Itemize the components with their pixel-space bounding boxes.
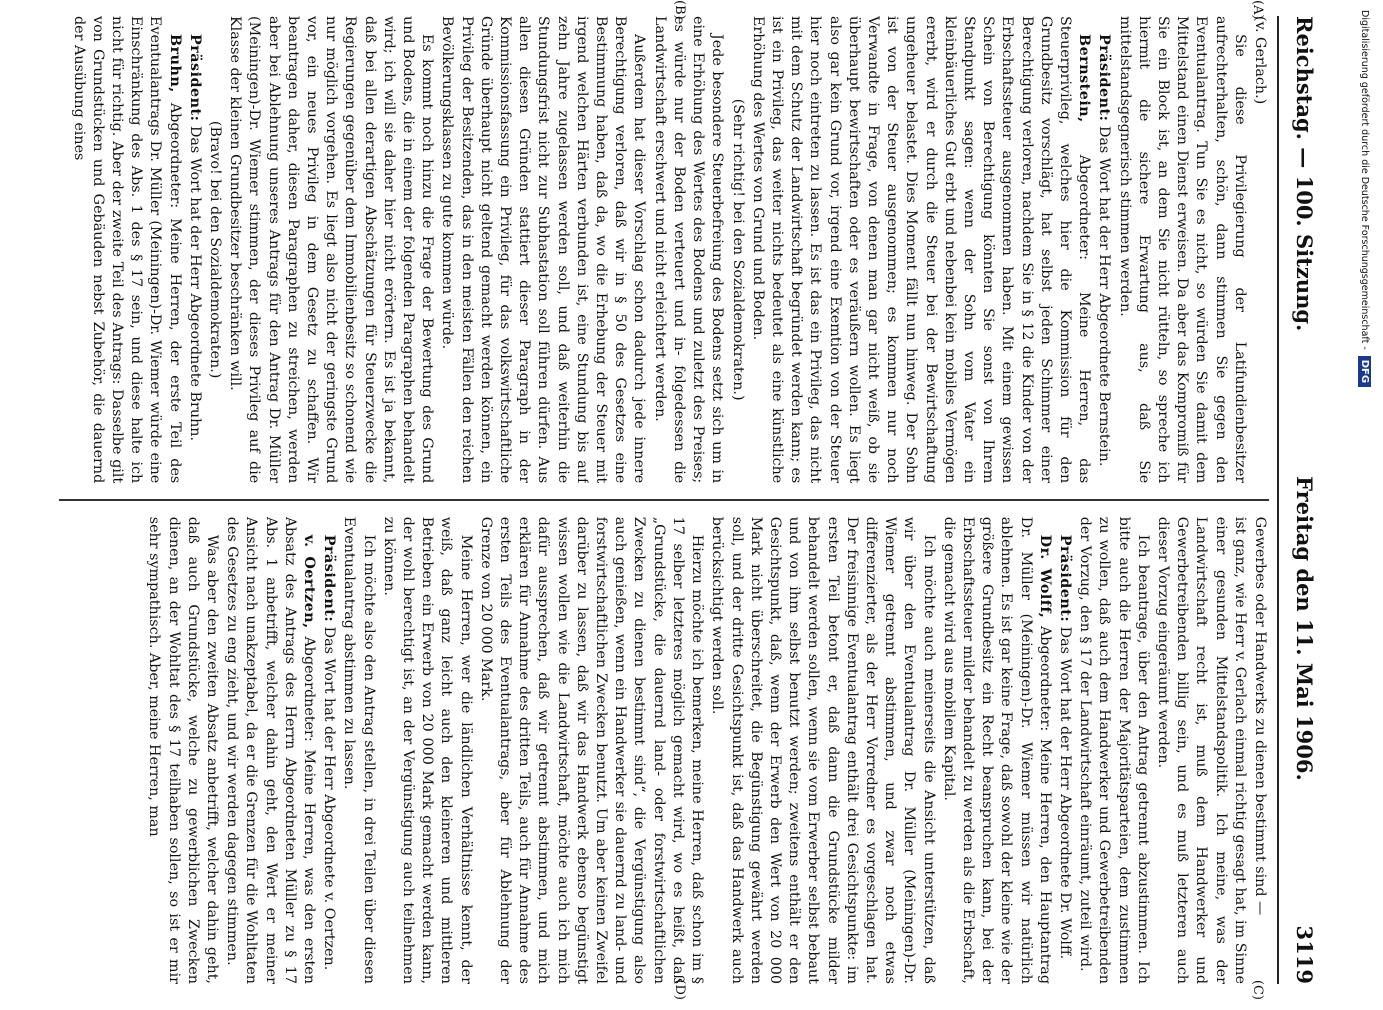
paragraph (339, 517, 377, 984)
margin-marker-d: (D) (672, 979, 687, 1000)
paragraph-text: Abgeordneter: Meine Herren, was den ersten Absatz des Antrags des Herrn Abgeordneten Müller zu § 17 Abs. 1 anbetrifft, welcher dahin geht, den Wert er meiner Ansicht nach unakzeptabel, da er die Grenzen für die Wohltaten des Gesetzes zu eng zieht, und wir werden dagegen stimmen. (224, 516, 318, 984)
paragraph (1075, 517, 1152, 984)
paragraph-text: Das Wort hat der Herr Abgeordnete Dr. Wolff. (1056, 622, 1073, 960)
paragraph-text: Abgeordneter: Meine Herren, das Steuerprivileg, welches hier die Kommission für den Grundbesitz vorschlägt, hat selbst jeden Schimmer einer Berechtigung verloren, nachdem Sie in § 12 die Kinder von der Erbschaftssteuer ausgenommen haben. Mit einem gewissen Schein von Berechtigung könnten Sie sonst von Ihrem Standpunkt sagen: wenn der Sohn vom Vater ein kleinbäuerliches Gut erbt und nebenbei kein mobiles Vermögen ererbt, wird er durch die Steuer bei der Bewirtschaftung ungeheuer belastet. Dies Moment fällt nun hinweg. Der Sohn ist von der Steuer ausgenommen; es kommen nur noch Verwandte in Frage, von denen man gar nicht weiß, ob sie überhaupt bewirtschaften oder es veräußern wollen. Es liegt also gar kein Grund vor, irgend eine Exemtion von der Steuer hier noch eintreten zu lassen. Es ist das ein Privileg, das nicht mit dem Schutz der Landwirtschaft begründet werden kann; es ist ein Privileg, das weiter nichts bedeutet als eine künstliche Erhöhung des Wertes von Grund und Boden. (749, 16, 1093, 484)
header-session-title: Reichstag. — 100. Sitzung. (1292, 16, 1317, 332)
paragraph-text: (v. Gerlach.) (1252, 16, 1268, 105)
paragraph-text: Sie diese Privilegierung der Latifundienbesitzer aufrechterhalten, schön, dann stimmen Sie gegen den Eventualantrag. Tun Sie es nicht, so würden Sie damit dem Mittelstand einen Dienst erweisen. Da aber das Kompromiß für Sie ein Block ist, an dem Sie nicht rütteln, so spreche ich hiermit die sichere Erwartung aus, daß Sie mittelstandsgegnerisch stimmen werden. (1116, 16, 1248, 484)
digitization-note (1355, 10, 1375, 1010)
paragraph-text: ist ganz, wie Herr v. Gerlach einmal richtig gesagt hat, im Sinne einer gesunden Mittelstandspolitik. Ich meine, was der Landwirtschaft recht ist, muß dem Handwerker und Gewerbetreibenden billig sein, und es muß letzteren auch dieser Vorzug eingeräumt werden. (1154, 516, 1248, 984)
paragraph-text: Hierzu möchte ich bemerken, meine Herren, daß schon im § 17 selber letzteres möglich gemacht wird, wo es heißt, daß „Grundstücke, die dauernd land- oder forstwirtschaftlichen Zwecken zu dienen bestimmt sind“, die Vergünstigung also auch genießen, wenn ein Handwerker sie dauernd zu land- und forstwirtschaftlichen Zwecken benutzt. Um aber keinen Zweifel darüber zu lassen, daß wir das Handwerk ebenso begünstigt wissen wollen wie die Landwirtschaft, möchte auch ich mich dafür aussprechen, daß wir getrennt abstimmen, und mich erklären für Annahme des dritten Teils, auch für Annahme des ersten Teils des Eventualantrags, aber für Ablehnung der Grenze von 20 000 Mark. (477, 516, 706, 984)
paragraph (707, 517, 937, 984)
paragraph (225, 16, 436, 483)
paragraph-text: Ich beantrage, über den Antrag getrennt abzustimmen. Ich bitte auch die Herren der Majoritätsparteien, dem zustimmen zu wollen, daß auch dem Handwerker und Gewerbetreibenden der Vorzug, den § 17 der Landwirtschaft einräumt, zuteil wird. (1077, 516, 1151, 984)
margin-marker-a: (A) (1250, 0, 1265, 20)
paragraph (68, 16, 183, 483)
page-number: 3119 (1292, 925, 1317, 984)
text-columns (59, 16, 1269, 984)
paragraph (650, 16, 727, 483)
paragraph-text: (Bravo! bei den Sozialdemokraten.) (207, 120, 224, 379)
header-date: Freitag den 11. Mai 1906. (1292, 476, 1317, 781)
paragraph-text: Das Wort hat der Herr Abgeordnete Bruhn. (186, 121, 203, 442)
column-divider (59, 499, 1269, 500)
paragraph (476, 517, 706, 984)
paragraph-text: Das Wort hat der Herr Abgeordnete Bernstein. (1096, 121, 1113, 467)
paragraph-text: Ich möchte also den Antrag stellen, in drei Teilen über diesen Eventualantrag abstimmen zu lassen. (341, 516, 377, 984)
paragraph-text: Gewerbes oder Handwerks zu dienen bestimmt sind — (1252, 516, 1268, 916)
paragraph (144, 517, 221, 984)
speaker-name: Präsident: (186, 34, 203, 122)
paragraph-text: Ich möchte auch meinerseits die Ansicht unterstützen, daß wir über den Eventualantrag Dr. Müller (Meiningen)-Dr. Wiemer getrennt abstimmen, und zwar noch etwas differenzierter, als der Herr Vorredner es vorgeschlagen hat. Der freisinnige Eventualantrag enthält drei Gesichtspunkte: im ersten Teil betont er, daß dann die Grundstücke milder behandelt werden sollen, wenn sie vom Erwerber selbst bebaut und von ihm selbst benutzt werden; zweitens enthält er den Gesichtspunkt, daß, wenn der Erwerb den Wert von 20 000 Mark nicht überschreitet, die Begünstigung gewährt werden soll, und der dritte Gesichtspunkt ist, daß das Handwerk auch berücksichtigt werden soll. (709, 516, 937, 984)
paragraph-text: Jede besondere Steuerbefreiung des Bodens setzt sich um in eine Erhöhung des Wertes des Bodens und zuletzt des Preises; es würde nur der Boden verteuert und in- folgedessen die Landwirtschaft erschwert und nicht erleichtert werden. (651, 16, 726, 484)
document-page (57, 0, 1327, 1000)
paragraph (437, 16, 648, 483)
speaker-name: Präsident: (321, 534, 338, 623)
paragraph (1114, 16, 1248, 483)
margin-marker-b: (B) (672, 0, 687, 20)
dfg-logo: DFG (1359, 356, 1372, 387)
paragraph-text: Abgeordneter: Meine Herren, den Hauptantrag Dr. Müller (Meiningen)-Dr. Wiemer müssen wir natürlich ablehnen. Es ist gar keine Frage, daß sowohl der kleine wie der größere Grundbesitz ein Recht beanspruchen kann, bei der Erbschaftssteuer milder behandelt zu werden als die Erbschaft, die gemacht wird aus mobilem Kapital. (940, 516, 1053, 984)
paragraph-text: Meine Herren, wer die ländlichen Verhältnisse kennt, der weiß, daß ganz leicht auch den kleineren und mittleren Betrieben ein Erwerb von 20 000 Mark gemacht werden kann, der wohl berechtigt ist, an der Vergünstigung auch teilnehmen zu können. (380, 516, 474, 984)
paragraph (379, 517, 475, 984)
paragraph-text: Was aber den zweiten Absatz anbetrifft, welcher dahin geht, daß auch Grundstücke, welche zu gewerblichen Zwecken dienen, an der Wohltat des § 17 teilhaben sollen, so ist er mir sehr sympathisch. Aber, meine Herren, man (146, 516, 221, 984)
right-column (59, 517, 1269, 984)
speaker-name: Bernstein, (1076, 34, 1093, 123)
left-column (59, 16, 1269, 483)
paragraph (1250, 517, 1269, 984)
paragraph (1250, 16, 1269, 483)
paragraph (727, 16, 746, 483)
paragraph-text: Außerdem hat dieser Vorschlag schon dadurch jede innere Berechtigung verloren, daß wir in § 50 des Gesetzes eine Bestimmung haben, daß da, wo die Erhebung der Steuer mit irgend welchen Härten verbunden ist, eine Stundung bis auf zehn Jahre zugelassen werden soll, und daß weiterhin die Stundungsfrist nicht zur Subhastation soll führen dürfen. Aus allen diesen Gründen stattiert dieser Paragraph in der Kommissionsfassung ein Privileg, für das volkswirtschaftliche Gründe überhaupt nicht geltend gemacht werden können, ein Privileg der Besitzenden, das in den meisten Fällen den reichen Bevölkerungsklassen zu gute kommen würde. (439, 16, 648, 484)
paragraph-text: Abgeordneter: Meine Herren, der erste Teil des Eventualantrags Dr. Müller (Meiningen)-Dr. Wiemer würde eine Einschränkung des Abs. 1 des § 17 sein, und diese halte ich nicht für richtig. Aber der zweite Teil des Antrags: Dasselbe gilt von Grundstücken und Gebäuden nebst Zubehör, die dauernd der Ausübung eines (70, 16, 183, 484)
margin-marker-c: (C) (1250, 979, 1265, 1000)
digitization-text: Digitalisierung gefördert durch die Deutsche Forschungsgemeinschaft - (1359, 10, 1371, 350)
page-header (1277, 16, 1327, 984)
speaker-name: Präsident: (1056, 534, 1073, 623)
speaker-name: Dr. Wolff, (1036, 534, 1053, 619)
paragraph-text: (Sehr richtig! bei den Sozialdemokraten.) (729, 98, 746, 401)
speaker-name: Präsident: (1096, 34, 1113, 122)
paragraph (748, 16, 1094, 483)
paragraph (185, 16, 204, 483)
paragraph (939, 517, 1054, 984)
paragraph (1094, 16, 1113, 483)
paragraph-text: Es kommt noch hinzu die Frage der Bewertung des Grund und Bodens, die in einem der folgenden Paragraphen behandelt wird; ich will sie daher hier nicht erörtern. Es ist ja bekannt, daß bei allen derartigen Abschätzungen für Steuerzwecke die Regierungen gegenüber dem Immobilienbesitz so schonend wie nur möglich vorgehen. Es liegt also nicht der geringste Grund vor, ein neues Privileg in dem Gesetz zu schaffen. Wir beantragen daher, diesen Paragraphen zu streichen, werden aber bei Ablehnung unseres Antrags für den Antrag Dr. Müller (Meiningen)-Dr. Wiemer stimmen, der dieses Privileg auf die Klasse der kleinen Grundbesitzer beschränken will. (227, 16, 436, 484)
paragraph (1055, 517, 1074, 984)
speaker-name: v. Oertzen, (301, 534, 318, 629)
paragraph-text: Das Wort hat der Herr Abgeordnete v. Oertzen. (321, 622, 338, 971)
paragraph (222, 517, 318, 984)
speaker-name: Bruhn, (166, 34, 183, 93)
paragraph (1153, 517, 1249, 984)
paragraph (319, 517, 338, 984)
paragraph (205, 16, 224, 483)
